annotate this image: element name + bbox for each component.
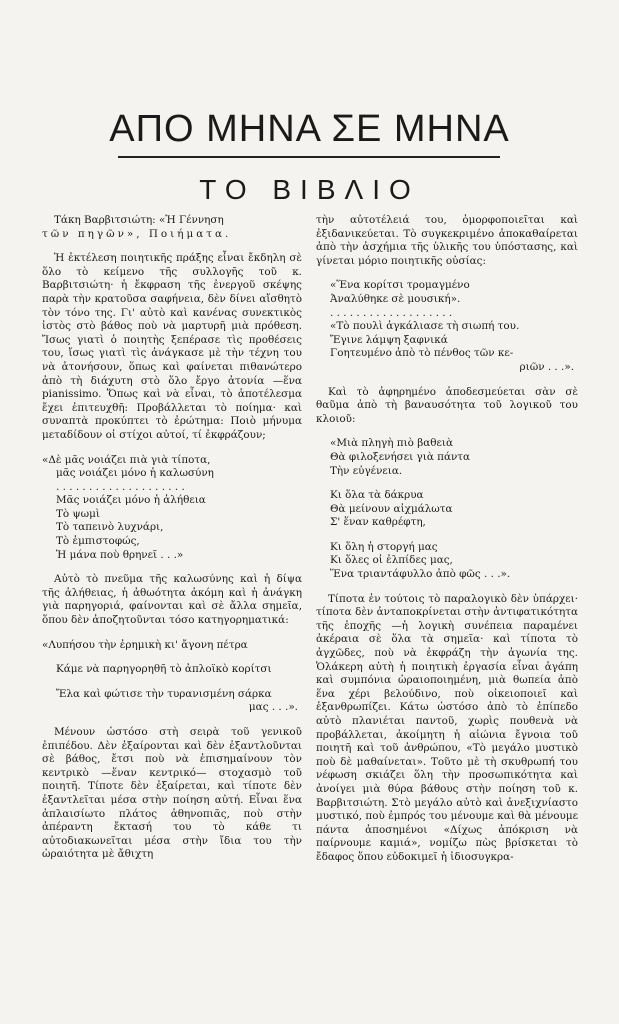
verse-line: «Λυπήσου τὴν ἐρημικὴ κι' ἄγονη πέτρα	[42, 638, 248, 651]
section-title: ΤΟ ΒΙΒΛΙΟ	[199, 174, 420, 205]
verse-line: «Δὲ μᾶς νοιάζει πιὰ γιὰ τίποτα,	[42, 453, 211, 466]
verse-line: Ἀναλύθηκε σὲ μουσική».	[330, 292, 461, 305]
verse-line: «Τὸ πουλὶ ἀγκάλιασε τὴ σιωπή του.	[330, 320, 520, 333]
left-column	[42, 214, 302, 862]
paragraph: Τίποτα ἐν τούτοις τὸ παραλογικὸ δὲν ὑπάρχει· τίποτα δὲν ἀνταποκρίνεται στὴν ἀντιφατικότητα τῆς ἐποχῆς —ἡ λογικὴ συνέπεια παραμένει ἀκέραια σὲ ὅλα τὰ σημεῖα· καὶ τίποτα τὸ ἀγχῶδες, ποὺ νὰ ἐκφράζη τὴν ἀγωνία της. Ὁλάκερη αὐτὴ ἡ ποιητικὴ ἐργασία εἶναι ἀγάπη καὶ συμπόνια ὡραιοποιημένη, μιὰ θωπεία ἀπὸ ἕνα χέρι βελούδινο, ποὺ οἰκειοποιεῖ καὶ ἐξανθρωπίζει. Κάτω ὡστόσο ἀπὸ τὸ ἐπίπεδο αὐτὸ πλανιέται παντοῦ, χωρὶς πουθενὰ νὰ προβάλλεται, ἀκοίμητη ἡ αἰώνια ἔγνοια τοῦ ποιητῆ καὶ τοῦ ἀνθρώπου, «Τὸ μεγάλο μυστικὸ ποὺ δὲ μαθαίνεται». Τοῦτο μὲ τὴ σκυθρωπή του νέφωση σκιάζει ὅλη τὴν προσωπικότητα καὶ ἀνοίγει μιὰ θύρα βάθους στὴν ποίηση τοῦ κ. Βαρβιτσιώτη. Στὸ μεγάλο αὐτὸ καὶ ἀνεξιχνίαστο μυστικό, ποὺ ἐμπρός του μένουμε καὶ θὰ μένουμε πάντα ἀποσημένοι «Δίχως ἀπόκριση νὰ παίρνουμε καμιά», νομίζω πὼς βρίσκεται τὸ ἔδαφος ὅπου εὐδοκιμεῖ ἡ ἰδιοσυγκρα-	[316, 592, 578, 863]
verse-line: Κι ὅλες οἱ ἐλπίδες μας,	[330, 554, 453, 567]
verse-line: Ἡ μάνα ποὺ θρηνεῖ . . .»	[56, 548, 184, 561]
paragraph: Μένουν ὡστόσο στὴ σειρὰ τοῦ γενικοῦ ἐπιπέδου. Δὲν ἐξαίρονται καὶ δὲν ἐξαντλοῦνται σὲ βάθος, ἔτσι ποὺ νὰ ἐπισημαίνουν τὸν κεντρικὸ —ἕναν κεντρικό— στοχασμὸ τοῦ ποιητῆ. Τίποτε δὲν ἐξαίρεται, καὶ τίποτε δὲν ἐξαντλεῖται μέσα στὴν ποίηση αὐτή. Εἶναι ἕνα ἀπλαισίωτο πλάτος ἀθηνοπιᾶς, ποὺ στὴν ἀπέραντη ἔκτασή του τὸ κάθε τι αὐτοδιακωνεῖται μέσα στὴν ἴδια του τὴν ὡραιότητα μὲ ἄθιχτη	[42, 726, 302, 861]
byline-title: τῶν πηγῶν», Ποιήματα.	[42, 227, 232, 240]
byline-author: Τάκη Βαρβιτσιώτη: «Ἡ Γέννηση	[54, 214, 224, 226]
verse-line: Σ' ἕναν καθρέφτη,	[330, 516, 426, 529]
verse-line: Κι ὅλα τὰ δάκρυα	[330, 489, 424, 502]
title-underline	[118, 156, 500, 158]
verse-line: Μᾶς νοιάζει μόνο ἡ ἀλήθεια	[56, 494, 206, 507]
right-column	[316, 214, 578, 865]
paragraph: Καὶ τὸ ἀφηρημένο ἀποδεσμεύεται σὰν σὲ θαῦμα ἀπὸ τὴ βαναυσότητα τοῦ λογικοῦ του κλοιοῦ:	[316, 385, 578, 425]
verse-line: Τὸ ταπεινὸ λυχνάρι,	[56, 521, 164, 534]
verse-line: μᾶς νοιάζει μόνο ἡ καλωσύνη	[56, 467, 214, 480]
verse-line: Ἔγινε λάμψη ξαφνικά	[330, 333, 448, 346]
verse-line: Θὰ μείνουν αἰχμάλωτα	[330, 502, 453, 515]
verse-line: «Μιὰ πληγὴ πιὸ βαθειὰ	[330, 437, 453, 450]
verse-line: Γοητευμένο ἀπὸ τὸ πένθος τῶν κε-	[330, 347, 514, 360]
verse-line: Ἔλα καὶ φώτισε τὴν τυρανισμένη σάρκα	[56, 687, 272, 700]
paragraph: Ἡ ἐκτέλεση ποιητικῆς πράξης εἶναι ἔκδηλη σὲ ὅλο τὸ κείμενο τῆς συλλογῆς τοῦ κ. Βαρβιτσιώτη· ἡ ἔκφραση τῆς ἐνεργοῦ σκέψης παρὰ τὴν κρατοῦσα σαφήνεια, δὲν δίνει αἴσθητὸ τὸν τόνο της. Γι' αὐτὸ καὶ κανένας συνεκτικὸς ἱστὸς στὸ βάθος ποὺ νὰ μαρτυρῆ μιὰ πρόθεση. Ἴσως γιατὶ ὁ ποιητὴς ξεπέρασε τὶς προθέσεις του, ἴσως γιατὶ τὶς ἀνάγκασε μὲ τὴν τέχνη του νὰ ἀτονήσουν, ὅπως καὶ φαίνεται πιθανώτερο ἀπὸ τὴ διάχυτη στὸ ὅλο ἔργο ἀτονία —ἕνα pianissimo. Ὅπως καὶ νὰ εἶναι, τὸ ἀποτέλεσμα ἔχει ἐπιτευχθῆ: Προβάλλεται τὸ ποίημα· καὶ συναπτὰ προκύπτει τὸ ἐρώτημα: Ποιὸ μήνυμα μεταδίδουν οἱ στίχοι αὐτοί, τί ἐκφράζουν;	[42, 252, 302, 441]
verse-line: Κάμε νὰ παρηγορηθῆ τὸ ἀπλοϊκὸ κορίτσι	[56, 663, 272, 676]
verse-line: «Ἕνα κορίτσι τρομαγμένο	[330, 279, 470, 292]
verse-line: . . . . . . . . . . . . . . . . . . . .	[56, 480, 185, 493]
verse-line: Τὸ ψωμὶ	[56, 507, 100, 520]
verse-line: Κι ὅλη ἡ στοργή μας	[330, 540, 438, 553]
verse-line: Ἕνα τριαντάφυλλο ἀπὸ φῶς . . .».	[330, 568, 511, 581]
verse-line: . . . . . . . . . . . . . . . . . . .	[330, 306, 453, 319]
verse-line: Θὰ φιλοξενήσει γιὰ πάντα	[330, 450, 471, 463]
verse-line: μας . . .».	[248, 701, 298, 714]
paragraph: Αὐτὸ τὸ πνεῦμα τῆς καλωσύνης καὶ ἡ δίψα τῆς ἀλήθειας, ἡ ἀθωότητα ἀκόμη καὶ ἡ ἀνάγκη γιὰ παρηγοριά, φαίνονται καὶ σὲ ἄλλα σημεῖα, ὅπου δὲν ἀποζητοῦνται τόσο κατηγορηματικά:	[42, 573, 302, 627]
verse-line: Τὴν εὐγένεια.	[330, 464, 403, 477]
verse-line: Τὸ ἐμπιστοφώς,	[56, 535, 140, 548]
paragraph: τὴν αὐτοτέλειά του, ὁμορφοποιεῖται καὶ ἐξιδανικεύεται. Τὸ συγκεκριμένο ἀποκαθαίρεται ἀπὸ τὴν ἀσχήμια τῆς ὑλικῆς του ὑπόστασης, καὶ γίνεται μόριο ποιητικῆς οὐσίας:	[316, 214, 578, 267]
page-title: ΑΠΟ ΜΗΝΑ ΣΕ ΜΗΝΑ	[109, 108, 510, 150]
verse-line: ριῶν . . .».	[519, 360, 574, 373]
